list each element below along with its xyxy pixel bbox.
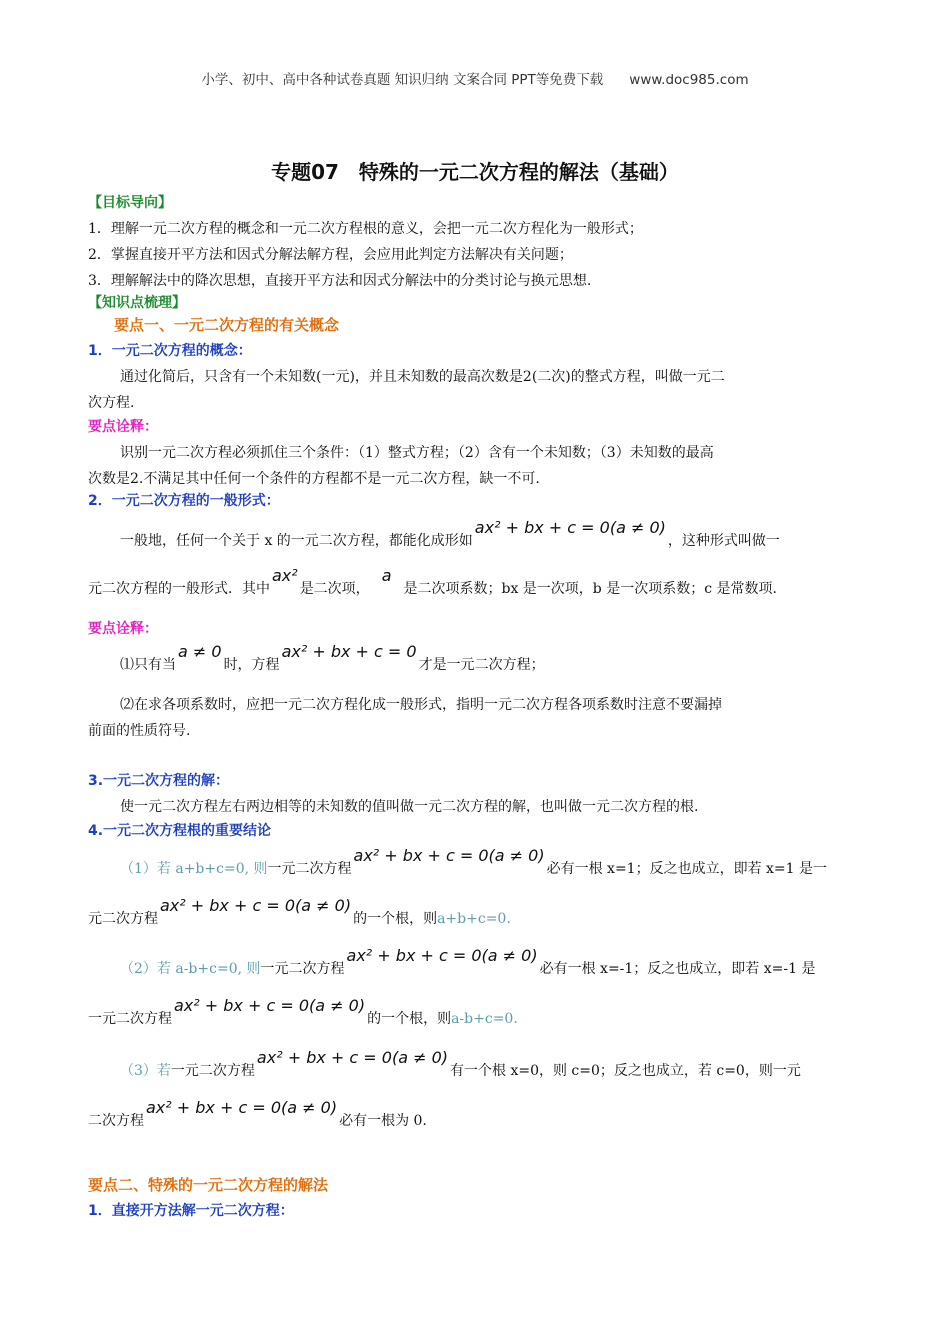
conclusion1-text: 一元二次方程 <box>267 861 352 877</box>
knowledge-heading: 【知识点梳理】 <box>88 295 186 311</box>
point1-heading: 要点一、一元二次方程的有关概念 <box>114 316 340 334</box>
header-site[interactable]: www.doc985.com <box>629 72 749 88</box>
conclusion2-tail: 必有一根 x=-1；反之也成立，即若 x=-1 是 <box>539 961 816 977</box>
document-title: 专题07 特殊的一元二次方程的解法（基础） <box>271 160 679 184</box>
equation-a-ne-0: a ≠ 0 <box>178 642 222 661</box>
conclusion1-line2-text: 元二次方程 <box>88 911 158 927</box>
s2-line1-text: 一般地，任何一个关于 x 的一元二次方程，都能化成形如 <box>120 533 473 549</box>
note2-item1 <box>120 642 545 674</box>
point2-heading: 要点二、特殊的一元二次方程的解法 <box>88 1176 329 1194</box>
conclusion1-line1 <box>120 846 828 878</box>
conclusion2-result: a-b+c=0. <box>451 1011 518 1027</box>
s1-paragraph-line2: 次方程. <box>88 395 135 411</box>
s2-line1 <box>120 518 780 550</box>
equation-quadratic-term: ax² <box>272 566 298 585</box>
equation-general: ax² + bx + c = 0(a ≠ 0) <box>474 518 666 537</box>
conclusion3-line2 <box>88 1098 427 1130</box>
note2-item1-tail: 才是一元二次方程； <box>418 657 545 673</box>
s2-heading: 2．一元二次方程的一般形式： <box>88 493 280 509</box>
conclusion1-tail: 必有一根 x=1；反之也成立，即若 x=1 是一 <box>546 861 828 877</box>
equation-general: ax² + bx + c = 0(a ≠ 0) <box>146 1098 338 1117</box>
conclusion3-line2-text: 二次方程 <box>88 1113 144 1129</box>
conclusion1-line2 <box>88 896 511 928</box>
note2-item1-mid: 时，方程 <box>223 657 280 673</box>
conclusion3-tail: 有一个根 x=0，则 c=0；反之也成立，若 c=0，则一元 <box>450 1063 801 1079</box>
note2-label: 要点诠释： <box>88 621 158 637</box>
s2-line2-mid: 是二次项， <box>299 581 370 597</box>
note1-line2: 次数是2.不满足其中任何一个条件的方程都不是一元二次方程，缺一不可. <box>88 471 540 487</box>
conclusion2-line2-text: 一元二次方程 <box>88 1011 172 1027</box>
s2-line2-tail: 是二次项系数；bx 是一次项，b 是一次项系数；c 是常数项. <box>403 581 777 597</box>
conclusion2-line2-mid: 的一个根，则 <box>367 1011 452 1027</box>
s4-heading: 4.一元二次方程根的重要结论 <box>88 823 272 839</box>
p2s1-heading: 1．直接开方法解一元二次方程： <box>88 1203 294 1219</box>
conclusion3-text: 一元二次方程 <box>170 1063 255 1079</box>
s3-paragraph: 使一元二次方程左右两边相等的未知数的值叫做一元二次方程的解，也叫做一元二次方程的根. <box>120 799 699 815</box>
note2-item1-text: ⑴只有当 <box>120 657 176 673</box>
conclusion1-line2-mid: 的一个根，则 <box>353 911 438 927</box>
s1-paragraph-line1: 通过化简后，只含有一个未知数(一元)，并且未知数的最高次数是2(二次)的整式方程，叫做一元二 <box>120 369 725 385</box>
conclusion2-text: 一元二次方程 <box>260 961 345 977</box>
goal-3: 3．理解解法中的降次思想，直接开平方法和因式分解法中的分类讨论与换元思想. <box>88 273 592 289</box>
header-text: 小学、初中、高中各种试卷真题 知识归纳 文案合同 PPT等免费下载 <box>201 72 604 88</box>
goal-2: 2．掌握直接开平方法和因式分解法解方程，会应用此判定方法解决有关问题； <box>88 247 573 263</box>
equation-general: ax² + bx + c = 0(a ≠ 0) <box>256 1048 448 1067</box>
conclusion3-condition: （3）若 <box>120 1063 171 1079</box>
equation-general: ax² + bx + c = 0(a ≠ 0) <box>346 946 538 965</box>
note2-item2-line1: ⑵在求各项系数时，应把一元二次方程化成一般形式，指明一元二次方程各项系数时注意不要漏掉 <box>120 697 722 713</box>
conclusion1-result: a+b+c=0. <box>437 911 511 927</box>
conclusion3-line2-tail: 必有一根为 0. <box>339 1113 427 1129</box>
conclusion1-condition: （1）若 a+b+c=0, 则 <box>120 861 268 877</box>
note1-line1: 识别一元二次方程必须抓住三个条件：（1）整式方程；（2）含有一个未知数；（3）未知数的最高 <box>120 445 714 461</box>
equation-eq0: ax² + bx + c = 0 <box>281 642 417 661</box>
s3-heading: 3.一元二次方程的解： <box>88 773 230 789</box>
s2-line2 <box>88 566 777 598</box>
equation-general: ax² + bx + c = 0(a ≠ 0) <box>353 846 545 865</box>
note2-item2-line2: 前面的性质符号. <box>88 723 191 739</box>
note1-label: 要点诠释： <box>88 419 158 435</box>
equation-general: ax² + bx + c = 0(a ≠ 0) <box>174 996 366 1015</box>
conclusion2-line1 <box>120 946 816 978</box>
equation-general: ax² + bx + c = 0(a ≠ 0) <box>160 896 352 915</box>
s2-line2-text: 元二次方程的一般形式．其中 <box>88 581 270 597</box>
equation-a: a <box>381 566 392 585</box>
s1-heading: 1．一元二次方程的概念： <box>88 343 252 359</box>
conclusion2-condition: （2）若 a-b+c=0, 则 <box>120 961 261 977</box>
conclusion2-line2 <box>88 996 518 1028</box>
conclusion3-line1 <box>120 1048 801 1080</box>
page-header <box>0 68 950 88</box>
goal-heading: 【目标导向】 <box>88 195 172 211</box>
goal-1: 1．理解一元二次方程的概念和一元二次方程根的意义，会把一元二次方程化为一般形式； <box>88 221 643 237</box>
s2-line1-tail: ，这种形式叫做一 <box>667 533 780 549</box>
